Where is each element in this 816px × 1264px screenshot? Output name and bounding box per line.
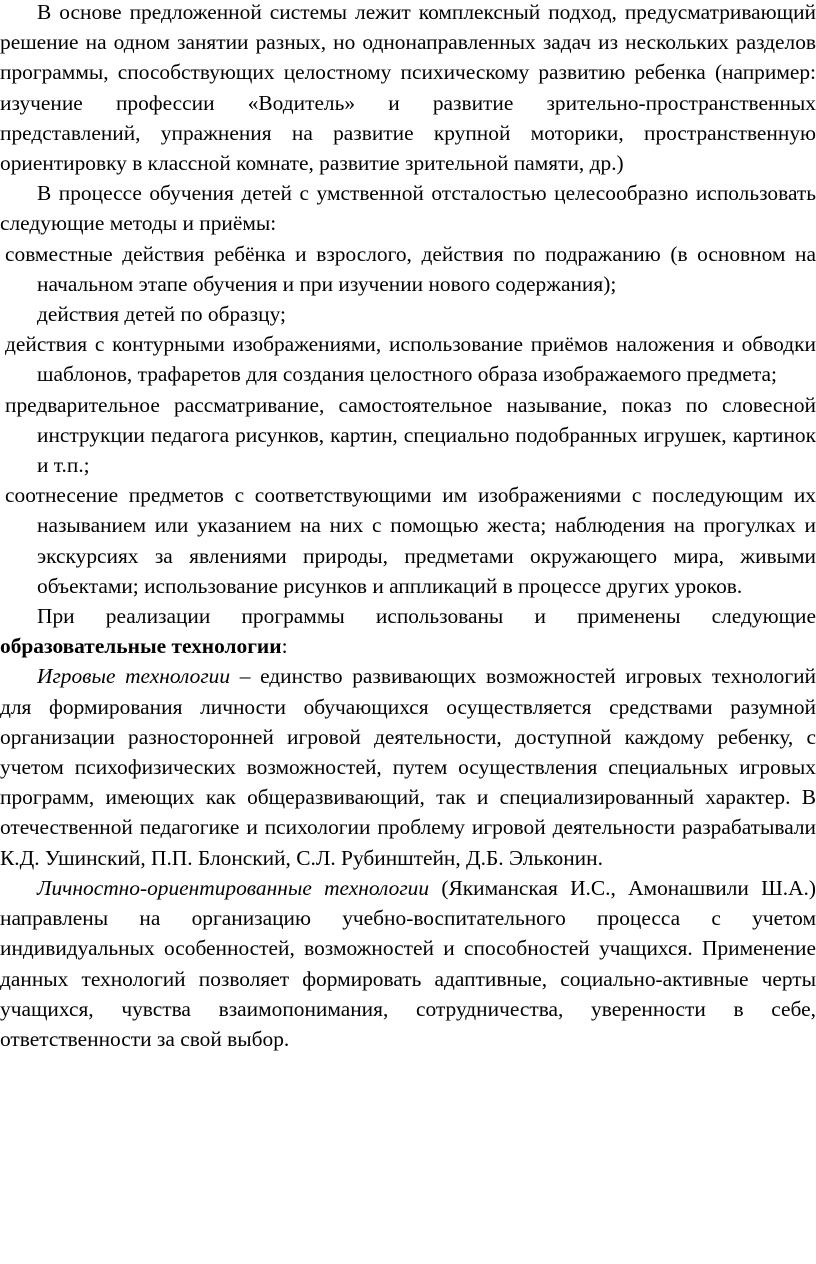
list-item: действия детей по образцу; xyxy=(37,302,286,327)
personal-technologies-term: Личностно-ориентированные технологии xyxy=(37,875,430,900)
paragraph-personal-technologies xyxy=(0,873,816,1054)
paragraph-technologies-intro xyxy=(0,601,816,661)
paragraph-methods-intro: В процессе обучения детей с умственной отсталостью целесообразно использовать следующие методы и приёмы: xyxy=(0,181,816,236)
game-technologies-text: – единство развивающих возможностей игровых технологий для формирования личности обучающихся осуществляется средствами разумной организации разносторонней игровой деятельности, доступной каждому ребенку, с учетом психофизических возможностей, путем осуществления специальных игровых программ, имеющих как общеразвивающий, так и специализированный характер. В отечественной педагогике и психологии проблему игровой деятельности разрабатывали К.Д. Ушинский, П.П. Блонский, С.Л. Рубинштейн, Д.Б. Эльконин. xyxy=(0,664,816,870)
technologies-intro-text: При реализации программы использованы и применены следующие xyxy=(37,604,816,629)
list-item: действия с контурными изображениями, использование приёмов наложения и обводки шаблонов, трафаретов для создания целостного образа изображаемого предмета; xyxy=(5,332,816,387)
personal-technologies-text: (Якиманская И.С., Амонашвили Ш.А.) направлены на организацию учебно-воспитательного процесса с учетом индивидуальных особенностей, возможностей и способностей учащихся. Применение данных технологий позволяет формировать адаптивные, социально-активные черты учащихся, чувства взаимопонимания, сотрудничества, уверенности в себе, ответственности за свой выбор. xyxy=(0,875,816,1051)
game-technologies-term: Игровые технологии xyxy=(37,664,231,689)
technologies-colon: : xyxy=(281,634,288,659)
technologies-term: образовательные технологии xyxy=(0,634,282,659)
paragraph-complex-approach: В основе предложенной системы лежит комплексный подход, предусматривающий решение на одном занятии разных, но однонаправленных задач из нескольких разделов программы, способствующих целостному психическому развитию ребенка (например: изучение профессии «Водитель» и развитие зрительно-пространственных представлений, упражнения на развитие крупной моторики, пространственную ориентировку в классной комнате, развитие зрительной памяти, др.) xyxy=(0,0,816,176)
list-item: соотнесение предметов с соответствующими им изображениями с последующим их называнием или указанием на них с помощью жеста; наблюдения на прогулках и экскурсиях за явлениями природы, предметами окружающего мира, живыми объектами; использование рисунков и аппликаций в процессе других уроков. xyxy=(5,483,816,598)
list-item: предварительное рассматривание, самостоятельное называние, показ по словесной инструкции педагога рисунков, картин, специально подобранных игрушек, картинок и т.п.; xyxy=(5,392,816,478)
list-item: совместные действия ребёнка и взрослого, действия по подражанию (в основном на начальном этапе обучения и при изучении нового содержания); xyxy=(5,241,816,296)
paragraph-game-technologies xyxy=(0,661,816,872)
